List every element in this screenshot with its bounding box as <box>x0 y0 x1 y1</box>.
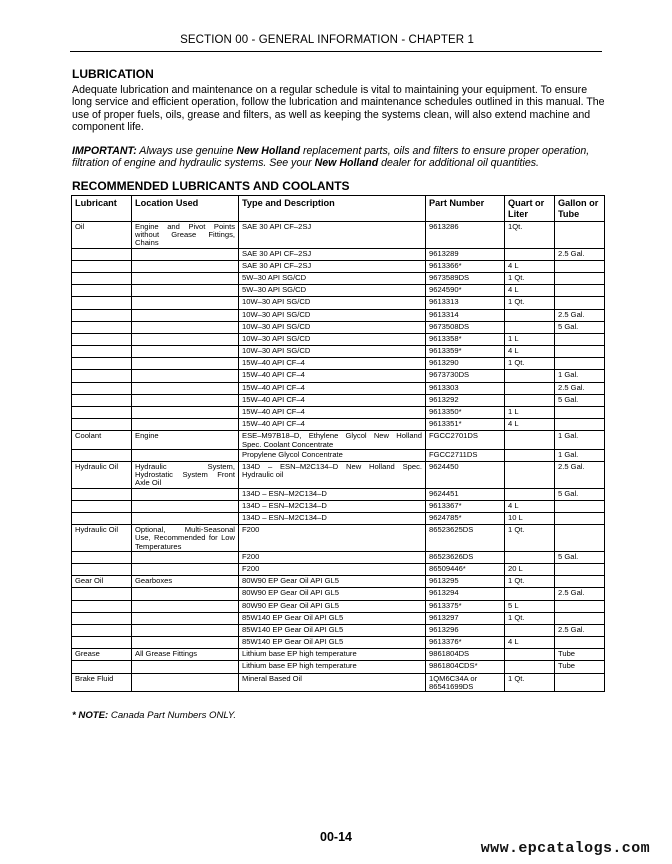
cell-location <box>132 500 239 512</box>
cell-type: ESE–M97B18–D, Ethylene Glycol New Holland Spec. Coolant Concentrate <box>239 431 426 449</box>
cell-lubricant <box>72 500 132 512</box>
cell-location <box>132 394 239 406</box>
cell-part-number: FGCC2701DS <box>426 431 505 449</box>
cell-quart-liter <box>505 394 555 406</box>
cell-quart-liter: 1 Qt. <box>505 525 555 552</box>
table-row <box>72 297 605 309</box>
cell-gallon-tube: 1 Gal. <box>555 370 605 382</box>
cell-location <box>132 382 239 394</box>
footnote <box>72 710 236 721</box>
cell-gallon-tube: Tube <box>555 649 605 661</box>
cell-gallon-tube <box>555 346 605 358</box>
cell-part-number: 9613314 <box>426 309 505 321</box>
cell-gallon-tube: 2.5 Gal. <box>555 624 605 636</box>
cell-type: 15W–40 API CF–4 <box>239 407 426 419</box>
cell-lubricant <box>72 272 132 284</box>
table-row <box>72 272 605 284</box>
watermark: www.epcatalogs.com <box>480 840 650 857</box>
cell-part-number: 9613367* <box>426 500 505 512</box>
cell-type: 10W–30 API SG/CD <box>239 346 426 358</box>
cell-quart-liter: 4 L <box>505 637 555 649</box>
lubricants-table <box>71 195 605 692</box>
cell-gallon-tube: 1 Gal. <box>555 449 605 461</box>
table-row <box>72 394 605 406</box>
cell-location: Optional, Multi-Seasonal Use, Recommended for Low Temperatures <box>132 525 239 552</box>
cell-location <box>132 624 239 636</box>
header-gallon-tube: Gallon or Tube <box>555 196 605 222</box>
cell-type: 85W140 EP Gear Oil API GL5 <box>239 624 426 636</box>
table-row <box>72 248 605 260</box>
cell-part-number: 9624590* <box>426 285 505 297</box>
cell-part-number: 9613313 <box>426 297 505 309</box>
cell-quart-liter <box>505 382 555 394</box>
cell-gallon-tube <box>555 513 605 525</box>
table-row <box>72 260 605 272</box>
cell-part-number: FGCC2711DS <box>426 449 505 461</box>
cell-location: Engine <box>132 431 239 449</box>
table-header-row <box>72 196 605 222</box>
table-row <box>72 321 605 333</box>
table-row <box>72 431 605 449</box>
cell-gallon-tube <box>555 673 605 691</box>
cell-part-number: 9613296 <box>426 624 505 636</box>
cell-gallon-tube <box>555 285 605 297</box>
table-row <box>72 333 605 345</box>
cell-quart-liter: 1 Qt. <box>505 272 555 284</box>
cell-gallon-tube <box>555 222 605 249</box>
cell-gallon-tube <box>555 563 605 575</box>
table-row <box>72 309 605 321</box>
table-row <box>72 382 605 394</box>
table-row <box>72 612 605 624</box>
cell-type: 10W–30 API SG/CD <box>239 333 426 345</box>
cell-quart-liter: 1 L <box>505 333 555 345</box>
cell-part-number: 9624451 <box>426 488 505 500</box>
cell-quart-liter <box>505 551 555 563</box>
cell-type: 15W–40 API CF–4 <box>239 382 426 394</box>
cell-lubricant <box>72 419 132 431</box>
cell-gallon-tube: 2.5 Gal. <box>555 309 605 321</box>
cell-gallon-tube: 5 Gal. <box>555 394 605 406</box>
cell-lubricant: Hydraulic Oil <box>72 525 132 552</box>
table-row <box>72 513 605 525</box>
table-row <box>72 563 605 575</box>
table-row <box>72 637 605 649</box>
cell-location: Hydraulic System, Hydrostatic System Front Axle Oil <box>132 462 239 489</box>
cell-gallon-tube <box>555 525 605 552</box>
cell-part-number: 9613376* <box>426 637 505 649</box>
cell-quart-liter <box>505 624 555 636</box>
cell-location <box>132 551 239 563</box>
cell-location <box>132 407 239 419</box>
cell-location <box>132 488 239 500</box>
cell-type: 15W–40 API CF–4 <box>239 419 426 431</box>
cell-location <box>132 346 239 358</box>
cell-gallon-tube <box>555 612 605 624</box>
cell-part-number: 9861804DS <box>426 649 505 661</box>
cell-quart-liter <box>505 248 555 260</box>
cell-lubricant <box>72 321 132 333</box>
cell-type: F200 <box>239 551 426 563</box>
cell-type: Lithium base EP high temperature <box>239 661 426 673</box>
table-row <box>72 358 605 370</box>
cell-part-number: 9613375* <box>426 600 505 612</box>
cell-lubricant: Grease <box>72 649 132 661</box>
cell-gallon-tube: 2.5 Gal. <box>555 462 605 489</box>
cell-lubricant <box>72 285 132 297</box>
cell-location <box>132 673 239 691</box>
important-label: IMPORTANT: <box>72 145 137 157</box>
cell-location <box>132 600 239 612</box>
cell-part-number: 9673508DS <box>426 321 505 333</box>
cell-quart-liter: 1Qt. <box>505 222 555 249</box>
cell-type: 85W140 EP Gear Oil API GL5 <box>239 612 426 624</box>
cell-location <box>132 449 239 461</box>
cell-location <box>132 297 239 309</box>
cell-quart-liter: 5 L <box>505 600 555 612</box>
cell-part-number: 9613286 <box>426 222 505 249</box>
cell-type: 134D – ESN–M2C134–D <box>239 513 426 525</box>
table-row <box>72 462 605 489</box>
cell-part-number: 9861804CDS* <box>426 661 505 673</box>
cell-type: 15W–40 API CF–4 <box>239 394 426 406</box>
cell-type: 15W–40 API CF–4 <box>239 370 426 382</box>
cell-type: F200 <box>239 525 426 552</box>
cell-part-number: 9624450 <box>426 462 505 489</box>
cell-gallon-tube: Tube <box>555 661 605 673</box>
cell-part-number: 9613303 <box>426 382 505 394</box>
lubrication-paragraph: Adequate lubrication and maintenance on a regular schedule is vital to maintaining your equipment. To ensure long service and efficient operation, follow the lubrication and maintenance schedules outlined in this manual. The use of proper fuels, oils, grease and filters, as well as keeping the systems clean, will also extend machine and component life. <box>72 84 605 133</box>
cell-location <box>132 513 239 525</box>
cell-lubricant <box>72 260 132 272</box>
cell-type: 10W–30 API SG/CD <box>239 297 426 309</box>
cell-type: 134D – ESN–M2C134–D <box>239 500 426 512</box>
cell-quart-liter: 1 Qt. <box>505 576 555 588</box>
cell-part-number: 86523626DS <box>426 551 505 563</box>
cell-quart-liter <box>505 321 555 333</box>
page-header: SECTION 00 - GENERAL INFORMATION - CHAPTER 1 <box>70 34 602 52</box>
cell-part-number: 9673589DS <box>426 272 505 284</box>
cell-location <box>132 612 239 624</box>
cell-gallon-tube <box>555 297 605 309</box>
cell-type: SAE 30 API CF–2SJ <box>239 248 426 260</box>
cell-location: All Grease Fittings <box>132 649 239 661</box>
cell-gallon-tube: 5 Gal. <box>555 551 605 563</box>
table-row <box>72 551 605 563</box>
cell-gallon-tube <box>555 333 605 345</box>
cell-lubricant <box>72 661 132 673</box>
table-row <box>72 600 605 612</box>
cell-lubricant <box>72 346 132 358</box>
cell-location <box>132 260 239 272</box>
cell-location <box>132 272 239 284</box>
cell-gallon-tube <box>555 407 605 419</box>
cell-gallon-tube: 5 Gal. <box>555 321 605 333</box>
cell-quart-liter <box>505 661 555 673</box>
cell-location <box>132 370 239 382</box>
cell-type: 80W90 EP Gear Oil API GL5 <box>239 576 426 588</box>
cell-lubricant <box>72 333 132 345</box>
table-row <box>72 370 605 382</box>
table-row <box>72 488 605 500</box>
cell-gallon-tube <box>555 576 605 588</box>
brand-name-2: New Holland <box>314 157 379 170</box>
cell-gallon-tube: 2.5 Gal. <box>555 248 605 260</box>
cell-quart-liter <box>505 449 555 461</box>
cell-gallon-tube <box>555 272 605 284</box>
header-lubricant: Lubricant <box>72 196 132 222</box>
header-part-number: Part Number <box>426 196 505 222</box>
cell-lubricant <box>72 563 132 575</box>
cell-type: Propylene Glycol Concentrate <box>239 449 426 461</box>
cell-part-number: 9613292 <box>426 394 505 406</box>
table-row <box>72 649 605 661</box>
cell-location <box>132 333 239 345</box>
cell-quart-liter <box>505 431 555 449</box>
table-row <box>72 419 605 431</box>
cell-part-number: 9613295 <box>426 576 505 588</box>
cell-location: Gearboxes <box>132 576 239 588</box>
cell-lubricant <box>72 407 132 419</box>
cell-lubricant <box>72 370 132 382</box>
header-type: Type and Description <box>239 196 426 222</box>
cell-part-number: 9613290 <box>426 358 505 370</box>
cell-lubricant <box>72 612 132 624</box>
cell-type: 134D – ESN–M2C134–D <box>239 488 426 500</box>
cell-lubricant: Brake Fluid <box>72 673 132 691</box>
cell-quart-liter: 4 L <box>505 260 555 272</box>
cell-location <box>132 358 239 370</box>
header-location: Location Used <box>132 196 239 222</box>
cell-gallon-tube: 2.5 Gal. <box>555 588 605 600</box>
table-row <box>72 588 605 600</box>
cell-location <box>132 321 239 333</box>
cell-gallon-tube <box>555 637 605 649</box>
cell-quart-liter <box>505 309 555 321</box>
important-text-1: Always use genuine <box>136 145 237 157</box>
cell-lubricant: Oil <box>72 222 132 249</box>
cell-part-number: 9613289 <box>426 248 505 260</box>
table-row <box>72 407 605 419</box>
cell-type: 85W140 EP Gear Oil API GL5 <box>239 637 426 649</box>
cell-lubricant <box>72 449 132 461</box>
page-number: 00-14 <box>320 830 352 844</box>
cell-gallon-tube: 5 Gal. <box>555 488 605 500</box>
cell-gallon-tube: 2.5 Gal. <box>555 382 605 394</box>
cell-gallon-tube <box>555 419 605 431</box>
cell-lubricant <box>72 513 132 525</box>
cell-type: Lithium base EP high temperature <box>239 649 426 661</box>
cell-lubricant <box>72 600 132 612</box>
cell-gallon-tube: 1 Gal. <box>555 431 605 449</box>
cell-quart-liter: 4 L <box>505 500 555 512</box>
cell-lubricant <box>72 309 132 321</box>
cell-quart-liter: 1 L <box>505 407 555 419</box>
table-body <box>72 222 605 692</box>
cell-lubricant <box>72 588 132 600</box>
table-row <box>72 576 605 588</box>
cell-location: Engine and Pivot Points without Grease Fittings, Chains <box>132 222 239 249</box>
cell-type: F200 <box>239 563 426 575</box>
cell-lubricant <box>72 624 132 636</box>
cell-location <box>132 588 239 600</box>
cell-lubricant: Gear Oil <box>72 576 132 588</box>
table-row <box>72 673 605 691</box>
cell-quart-liter: 1 Qt. <box>505 673 555 691</box>
cell-part-number: 9613358* <box>426 333 505 345</box>
brand-name: New Holland <box>236 145 301 157</box>
table-title: RECOMMENDED LUBRICANTS AND COOLANTS <box>72 179 350 193</box>
cell-part-number: 86509446* <box>426 563 505 575</box>
cell-location <box>132 248 239 260</box>
cell-type: 80W90 EP Gear Oil API GL5 <box>239 600 426 612</box>
note-text: Canada Part Numbers ONLY. <box>108 710 237 721</box>
cell-lubricant <box>72 297 132 309</box>
cell-part-number: 9673730DS <box>426 370 505 382</box>
cell-lubricant: Hydraulic Oil <box>72 462 132 489</box>
cell-lubricant <box>72 358 132 370</box>
cell-lubricant: Coolant <box>72 431 132 449</box>
cell-quart-liter: 4 L <box>505 419 555 431</box>
cell-location <box>132 637 239 649</box>
cell-gallon-tube <box>555 358 605 370</box>
cell-lubricant <box>72 248 132 260</box>
table-row <box>72 661 605 673</box>
cell-part-number: 9613366* <box>426 260 505 272</box>
cell-part-number: 9613351* <box>426 419 505 431</box>
cell-type: 5W–30 API SG/CD <box>239 285 426 297</box>
cell-quart-liter <box>505 462 555 489</box>
cell-gallon-tube <box>555 600 605 612</box>
cell-quart-liter: 4 L <box>505 346 555 358</box>
cell-lubricant <box>72 637 132 649</box>
cell-quart-liter: 1 Qt. <box>505 297 555 309</box>
cell-quart-liter: 1 Qt. <box>505 612 555 624</box>
cell-type: Mineral Based Oil <box>239 673 426 691</box>
cell-type: 10W–30 API SG/CD <box>239 321 426 333</box>
cell-part-number: 9613359* <box>426 346 505 358</box>
important-text-3: dealer for additional oil quantities. <box>378 157 539 170</box>
cell-lubricant <box>72 394 132 406</box>
cell-gallon-tube <box>555 260 605 272</box>
cell-type: SAE 30 API CF–2SJ <box>239 222 426 249</box>
header-quart-liter: Quart or Liter <box>505 196 555 222</box>
cell-part-number: 9613294 <box>426 588 505 600</box>
cell-location <box>132 419 239 431</box>
cell-quart-liter <box>505 370 555 382</box>
cell-type: 15W–40 API CF–4 <box>239 358 426 370</box>
cell-quart-liter: 1 Qt. <box>505 358 555 370</box>
cell-quart-liter: 20 L <box>505 563 555 575</box>
cell-type: 80W90 EP Gear Oil API GL5 <box>239 588 426 600</box>
important-paragraph <box>72 145 607 170</box>
cell-type: 134D – ESN–M2C134–D New Holland Spec. Hydraulic oil <box>239 462 426 489</box>
note-label: * NOTE: <box>72 710 109 721</box>
table-row <box>72 222 605 249</box>
cell-quart-liter: 4 L <box>505 285 555 297</box>
table-row <box>72 346 605 358</box>
cell-type: 10W–30 API SG/CD <box>239 309 426 321</box>
cell-quart-liter <box>505 588 555 600</box>
table-row <box>72 624 605 636</box>
lubrication-title: LUBRICATION <box>72 67 154 81</box>
cell-lubricant <box>72 382 132 394</box>
cell-quart-liter <box>505 488 555 500</box>
cell-type: 5W–30 API SG/CD <box>239 272 426 284</box>
cell-type: SAE 30 API CF–2SJ <box>239 260 426 272</box>
cell-lubricant <box>72 551 132 563</box>
cell-lubricant <box>72 488 132 500</box>
cell-part-number: 9613350* <box>426 407 505 419</box>
cell-quart-liter <box>505 649 555 661</box>
cell-part-number: 9624785* <box>426 513 505 525</box>
cell-location <box>132 661 239 673</box>
cell-quart-liter: 10 L <box>505 513 555 525</box>
cell-part-number: 86523625DS <box>426 525 505 552</box>
table-row <box>72 525 605 552</box>
table-row <box>72 449 605 461</box>
cell-location <box>132 563 239 575</box>
cell-part-number: 1QM6C34A or 86541699DS <box>426 673 505 691</box>
cell-location <box>132 309 239 321</box>
cell-location <box>132 285 239 297</box>
table-row <box>72 285 605 297</box>
table-row <box>72 500 605 512</box>
important-text-2: replacement parts, oils and filters to ensure proper operation, filtration of engine and hydraulic systems. See your <box>72 145 590 170</box>
cell-gallon-tube <box>555 500 605 512</box>
cell-part-number: 9613297 <box>426 612 505 624</box>
